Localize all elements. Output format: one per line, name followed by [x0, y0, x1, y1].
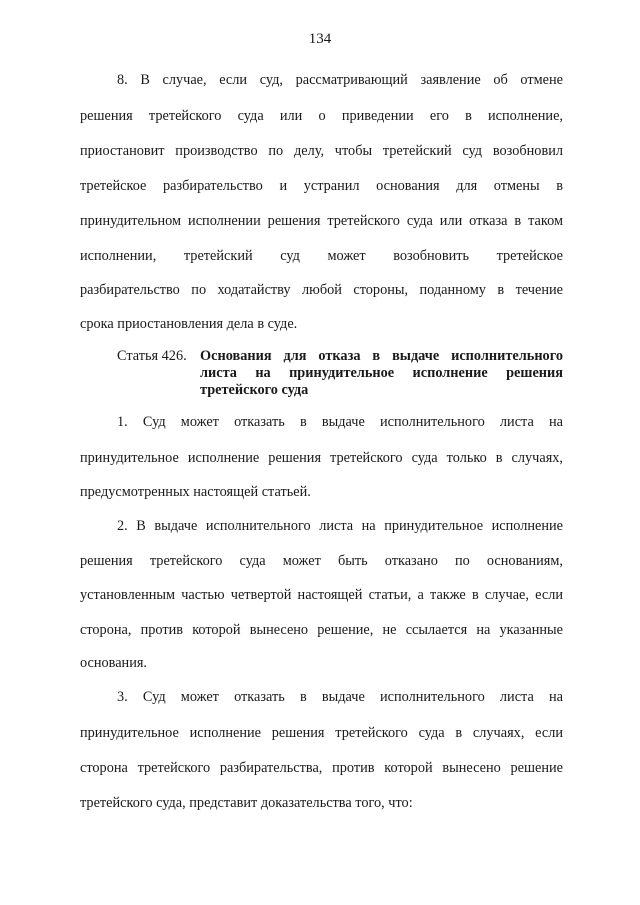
- article-title-line: листа на принудительное исполнение решения: [200, 365, 563, 381]
- text-line: 8. В случае, если суд, рассматривающий заявление об отмене: [117, 72, 563, 88]
- text-line: разбирательство по ходатайству любой стороны, поданному в течение: [80, 282, 563, 298]
- text-line: предусмотренных настоящей статьей.: [80, 484, 311, 500]
- text-line: 1. Суд может отказать в выдаче исполнительного листа на: [117, 414, 563, 430]
- text-line: третейского суда, представит доказательства того, что:: [80, 795, 413, 811]
- text-line: срока приостановления дела в суде.: [80, 316, 298, 332]
- text-line: основания.: [80, 655, 148, 671]
- article-label: Статья 426.: [117, 348, 187, 364]
- text-line: принудительном исполнении решения третейского суда или отказа в таком: [80, 213, 563, 229]
- page-number: 134: [308, 31, 332, 47]
- text-line: принудительное исполнение решения третейского суда в случаях, если: [80, 725, 563, 741]
- text-line: 2. В выдаче исполнительного листа на принудительное исполнение: [117, 518, 563, 534]
- article-title-line: Основания для отказа в выдаче исполнительного: [200, 348, 563, 364]
- text-line: решения третейского суда может быть отказано по основаниям,: [80, 553, 563, 569]
- text-line: принудительное исполнение решения третейского суда только в случаях,: [80, 450, 563, 466]
- text-line: сторона, против которой вынесено решение, не ссылается на указанные: [80, 622, 563, 638]
- text-line: приостановит производство по делу, чтобы третейский суд возобновил: [80, 143, 563, 159]
- text-line: установленным частью четвертой настоящей статьи, а также в случае, если: [80, 587, 563, 603]
- text-line: решения третейского суда или о приведении его в исполнение,: [80, 108, 563, 124]
- text-line: 3. Суд может отказать в выдаче исполнительного листа на: [117, 689, 563, 705]
- article-title-line: третейского суда: [200, 382, 309, 398]
- article-title: [200, 348, 563, 399]
- text-line: третейское разбирательство и устранил основания для отмены в: [80, 178, 563, 194]
- text-line: сторона третейского разбирательства, против которой вынесено решение: [80, 760, 563, 776]
- text-line: исполнении, третейский суд может возобновить третейское: [80, 248, 563, 264]
